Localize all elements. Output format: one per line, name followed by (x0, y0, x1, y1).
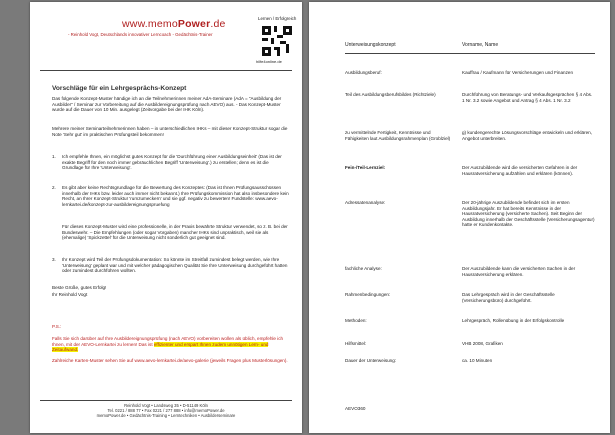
tagline: - Reinhold Vogt, Deutschlands innovativer Lerncoach - Gedächtnis-Trainer (68, 32, 213, 37)
footer-line-2: Tel. 0221 / 888 77 • Fax 0221 / 277 888 • info@memoPower.de (107, 408, 225, 413)
footer-line-1: Reinhold Vogt • Landsweg 35 • D-51149 Köln (124, 403, 208, 408)
ps-paragraph: Falls Sie sich darüber auf Ihre Ausbildereignungsprüfung (nach AEVO) vorbereiten wollen als üblich, empfehle ich Ihnen, mit der AEVO-Lernkartei zu lernen! Das ist effizienter und erspart Ihnen zudem unnötigen Lern- und Zeitaufwand. (52, 336, 284, 353)
intro-paragraph-2: Mehrere meiner Seminarteilnehmerinnen haben – in unterschiedlichen IHKs – mit dieser Konzept-Struktur sogar die Note 'Sehr gut' im praktischen Prüfungsteil bekommen! (52, 126, 288, 137)
document-title: Vorschläge für ein Lehrgesprächs-Konzept (52, 85, 187, 92)
document-page-2: Unterweisungskonzept Vorname, Name Ausbildungsberuf: Kauffrau / Kaufmann für Versicherungen und Finanzen Teil des Ausbildungsberufsbildes (Richtziele) Durchführung von Beratungs- und Verkaufsgesprächen § 4 Abs. 1 Nr. 3.2 sowie Angebot und Antrag § 4 Abs. 1 Nr. 3.2 zu vermittelnde Fertigkeit, Kenntnisse und Fähigkeiten laut Ausbildungsrahmenplan (Groblziel) g) kundengerechte Lösungsvorschläge entwickeln und erklären, Angebot unterbreiten. Fein-/Teil-Lernziel: Der Auszubildende wird die versicherten Gefahren in der Hausratversicherung aufzählen und erklären (können). Adressatenanalyse: Der 20-jährige Auszubildende befindet sich im ersten Ausbildungsjahr. Er hat bereits Kenntnisse in der Hausratversicherung (versicherte Sachen). Seit Beginn der Ausbildung innerhalb der Geschäftsstelle (Versicherungsagentur) hatte er Kundenkontakte. fachliche Analyse: Der Auszubildende kann die versicherten Sachen in der Hausratversicherung erklären. Rahmenbedingungen: Das Lehrgespräch wird in der Geschäftsstelle (Versicherungsbüro) durchgeführt. Methoden: Lehrgespräch, Rollenübung in der Erfolgskontrolle Hilfsmittel: VHB 2008, Grafiken Dauer der Unterweisung: ca. 10 Minuten AEVO360 (309, 2, 610, 433)
footer-line-3: memoPower.de • Gedächtnis-Training • Lerntechniken • Ausbilderseminare (96, 413, 236, 418)
ps-highlight: effizienter und erspart Ihnen zudem unnötigen Lern- und Zeitaufwand. (52, 341, 269, 353)
footer-divider (40, 400, 292, 401)
qr-url: hilfe4online.de (256, 59, 282, 64)
signature: Ihr Reinhold Vogt (52, 292, 88, 297)
qr-caption: Lernen / Erfolgreich (258, 16, 297, 21)
greeting: Beste Grüße, gutes Erfolg! (52, 285, 107, 290)
ps-label: P.S.: (52, 324, 62, 329)
table-header-divider (345, 53, 595, 54)
ps-more: Zahlreiche Karten-Muster sehen Sie auf www.aevo-lernkartei.de/aevo-galerie (jeweils Fragen plus Musterlösungen). (52, 358, 288, 363)
page-code: AEVO360 (345, 406, 366, 411)
intro-paragraph-1: Das folgende Konzept-Muster händige ich an die Teilnehmerinnen meiner AdA-Seminare (AdA = "Ausbildung der Ausbilder" / Seminar zur Vorbereitung auf die Ausbildereignungsprüfung nach AEVO) aus. - Das Konzept-Muster wurde auf die Dauer von 10 Min. ausgelegt (Zeitvorgabe bei der IHK Köln). (52, 96, 282, 113)
document-page-1: www.memoPower.de - Reinhold Vogt, Deutschlands innovativer Lerncoach - Gedächtnis-Trainer Lernen / Erfolgreich hilfe4online.de Vorschläge für ein Lehrgesprächs-Konzept Das folgende Konzept-Muster händige ich an die Teilnehmerinnen meiner AdA-Seminare (AdA = "Ausbildung der Ausbilder" / Seminar zur Vorbereitung auf die Ausbildereignungsprüfung nach AEVO) aus. - Das Konzept-Muster wurde auf die Dauer von 10 Min. ausgelegt (Zeitvorgabe bei der IHK Köln). Mehrere meiner Seminarteilnehmerinnen haben – in unterschiedlichen IHKs – mit dieser Konzept-Struktur sogar die Note 'Sehr gut' im praktischen Prüfungsteil bekommen! 1. Ich empfehle Ihnen, ein möglichst gutes Konzept für die 'Durchführung einer Ausbildungseinheit' (Das ist der exakte Begriff für den noch immer gebräuchlichen Begriff 'Unterweisung'.) zu erstellen; denn es ist die Grundlage für Ihre 'Unterweisung'. 2. Es gibt aber keine Rechtsgrundlage für die Bewertung des Konzeptes: (Das ist Ihnen Prüfungsausschüssen innerhalb der IHKs bzw. leider auch immer nicht bekannt.) Ihre Prüfungskommission hat also insbesondere kein Recht, an Ihrer Konzept-Struktur 'rumzumeckern' und sie ggf. negativ zu bewerten! Fundstelle: www.aevo-lernkartei.de/konzept-zur-ausbildereignungspruefung Für dieses Konzept-Muster wird eine professionelle, in der Praxis bewährte Struktur verwendet, so z. B. bei der Bundeswehr. – Die Empfehlungen (oder sogar Vorgaben) mancher IHKs sind unpraktisch, weil sie als (ehemalige) 'Spickzettel' für die Unterweisung nicht sonderlich gut geeignet sind. 3. Ihr Konzept wird Teil der Prüfungsdokumentation: So könnte im Streitfall zumindest belegt werden, wie Ihre 'Unterweisung' geplant war und mit welcher pädagogischen Qualität Sie Ihre Unterweisung durchgeführt hatten oder zumindest durchführen wollten. Beste Grüße, gutes Erfolg! Ihr Reinhold Vogt P.S.: Falls Sie sich darüber auf Ihre Ausbildereignungsprüfung (nach AEVO) vorbereiten wollen als üblich, empfehle ich Ihnen, mit der AEVO-Lernkartei zu lernen! Das ist effizienter und erspart Ihnen zudem unnötigen Lern- und Zeitaufwand. Zahlreiche Karten-Muster sehen Sie auf www.aevo-lernkartei.de/aevo-galerie (jeweils Fragen plus Musterlösungen). Reinhold Vogt • Landsweg 35 • D-51149 Köln Tel. 0221 / 888 77 • Fax 0221 / 277 888 • info@memoPower.de memoPower.de • Gedächtnis-Training • Lerntechniken • Ausbilderseminare (30, 2, 302, 433)
logo-brand: Power (177, 18, 211, 30)
qr-code-icon (262, 26, 292, 56)
logo-text: www.memoPower.de (122, 18, 226, 30)
header-divider (40, 70, 292, 71)
